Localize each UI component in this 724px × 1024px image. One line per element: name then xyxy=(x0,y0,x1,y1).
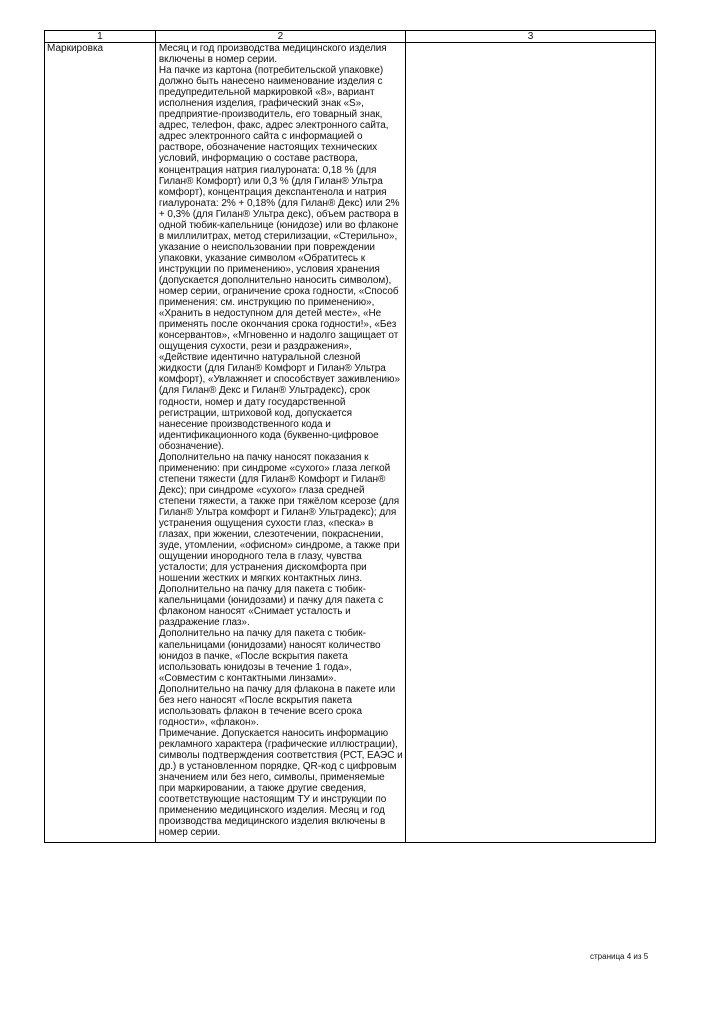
paragraph: Дополнительно на пачку наносят показания к применению: при синдроме «сухого» глаза легкой степени тяжести (для Гилан® Комфорт и Гилан® Декс); при синдроме «сухого» глаза средней степени тяжести, а также при тяжёлом ксерозе (для Гилан® Ультра комфорт и Гилан® Ультрадекс); для устранения ощущения сухости глаз, «песка» в глазах, при жжении, слезотечении, покраснении, зуде, утомлении, «офисном» синдроме, а также при ощущении инородного тела в глазу, чувства усталости; для устранения дискомфорта при ношении жестких и мягких контактных линз. xyxy=(158,451,400,585)
row-label: Маркировка xyxy=(45,43,156,843)
table-row xyxy=(45,43,656,843)
paragraph: Дополнительно на пачку для флакона в пакете или без него наносят «После вскрытия пакета использовать флакон в течение всего срока годности», «флакон». xyxy=(158,683,396,728)
header-row xyxy=(45,31,656,43)
page-number: страница 4 из 5 xyxy=(590,952,649,961)
paragraph: Дополнительно на пачку для пакета с тюбик-капельницами (юнидозами) и пачку для пакета с флаконом наносят «Снимает усталость и раздражение глаз». xyxy=(158,584,384,629)
row-col-3-empty xyxy=(405,43,655,843)
header-col-2: 2 xyxy=(155,31,405,43)
paragraph: Примечание. Допускается наносить информацию рекламного характера (графические иллюстрации), символы подтверждения соответствия (РСТ, ЕАЭС и др.) в установленном порядке, QR-код с цифровым значением или без него, символы, применяемые при маркировании, а также другие сведения, соответствующие настоящим ТУ и инструкции по применению медицинского изделия. Месяц и год производства медицинского изделия включены в номер серии. xyxy=(158,727,403,839)
paragraph: На пачке из картона (потребительской упаковке) должно быть нанесено наименование изделия с предупредительной маркировкой «8», вариант исполнения изделия, графический знак «S», предприятие-производитель, его товарный знак, адрес, телефон, факс, адрес электронного сайта, адрес электронного сайта с информацией о растворе, обозначение настоящих технических условий, информацию о составе раствора, концентрация натрия гиалуроната: 0,18 % (для Гилан® Комфорт) или 0,3 % (для Гилан® Ультра комфорт), концентрация декспантенола и натрия гиалуроната: 2% + 0,18% (для Гилан® Декс) или 2% + 0,3% (для Гилан® Ультра декс), объем раствора в одной тюбик-капельнице (юнидозе) или во флаконе в миллилитрах, метод стерилизации, «Стерильно», указание о неиспользовании при повреждении упаковки, указание символом «Обратитесь к инструкции по применению», условия хранения (допускается дополнительно наносить символом), номер серии, ограничение срока годности, «Способ применения: см. инструкцию по применению», «Хранить в недоступном для детей месте», «Не применять после окончания срока годности!», «Без консервантов», «Мгновенно и надолго защищает от ощущения сухости, рези и раздражения», «Действие идентично натуральной слезной жидкости (для Гилан® Комфорт и Гилан® Ультра комфорт), «Увлажняет и способствует заживлению» (для Гилан® Декс и Гилан® Ультрадекс), срок годности, номер и дату государственной регистрации, штриховой код, допускается нанесение производственного кода и идентификационного кода (буквенно-цифровое обозначение). xyxy=(158,65,400,452)
header-col-1: 1 xyxy=(45,31,156,43)
specification-table xyxy=(44,30,656,843)
header-col-3: 3 xyxy=(405,31,655,43)
row-description xyxy=(155,43,405,843)
paragraph: Дополнительно на пачку для пакета с тюбик-капельницами (юнидозами) наносят количество юнидоз в пачке, «После вскрытия пакета использовать юнидозы в течение 1 года», «Совместим с контактными линзами». xyxy=(158,628,381,684)
paragraph: Месяц и год производства медицинского изделия включены в номер серии. xyxy=(158,43,387,66)
